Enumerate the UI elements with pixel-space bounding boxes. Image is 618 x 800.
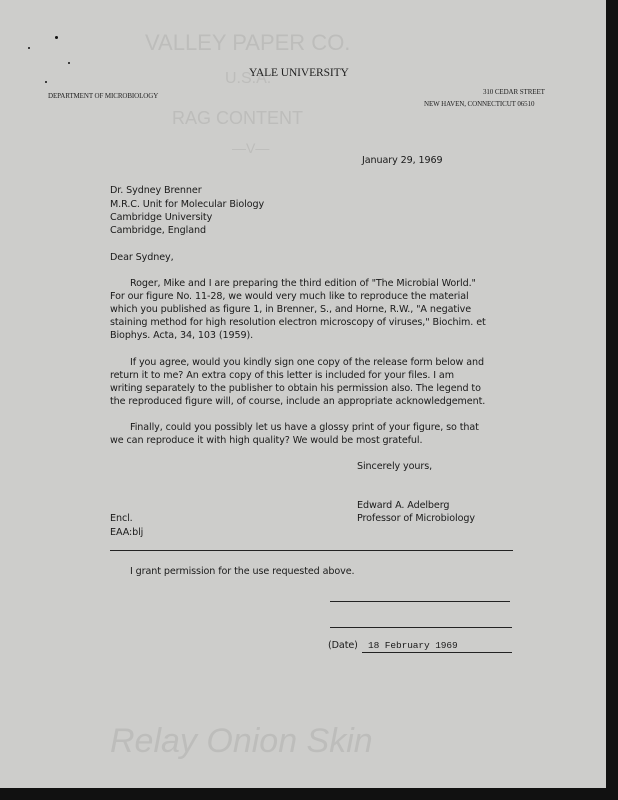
watermark-line3: RAG CONTENT <box>172 108 304 128</box>
punch-mark <box>45 81 47 83</box>
recipient-line: Cambridge University <box>110 212 213 223</box>
watermark-line2: U.S.A. <box>225 70 272 87</box>
date-line <box>362 652 512 653</box>
salutation: Dear Sydney, <box>110 252 174 263</box>
paragraph-line: Roger, Mike and I are preparing the third edition of "The Microbial World." <box>130 278 476 289</box>
punch-mark <box>55 36 58 39</box>
paragraph-line: Finally, could you possibly let us have a glossy print of your figure, so that <box>130 422 479 433</box>
watermark-bottom: Relay Onion Skin <box>110 722 373 760</box>
recipient-line: Cambridge, England <box>110 225 206 236</box>
paragraph-line: For our figure No. 11-28, we would very much like to reproduce the material <box>110 291 469 302</box>
signature-line <box>330 627 512 628</box>
closing: Sincerely yours, <box>357 461 433 472</box>
institution-name: YALE UNIVERSITY <box>249 67 349 79</box>
watermark-line4: —V— <box>232 140 270 156</box>
watermark-line1: VALLEY PAPER CO. <box>145 30 351 55</box>
department-name: DEPARTMENT OF MICROBIOLOGY <box>48 92 159 100</box>
punch-mark <box>68 62 70 64</box>
punch-mark <box>28 47 30 49</box>
signer-name: Edward A. Adelberg <box>357 500 450 511</box>
recipient-line: M.R.C. Unit for Molecular Biology <box>110 199 265 210</box>
paragraph-line: which you published as figure 1, in Brenner, S., and Horne, R.W., "A negative <box>110 304 472 315</box>
separator-line <box>110 550 513 551</box>
signer-title: Professor of Microbiology <box>357 513 475 524</box>
paragraph-line: Biophys. Acta, 34, 103 (1959). <box>110 330 254 341</box>
paragraph-line: writing separately to the publisher to obtain his permission also. The legend to <box>110 383 481 394</box>
enclosure-note: Encl. <box>110 513 133 524</box>
letter-date: January 29, 1969 <box>362 155 443 166</box>
paragraph-line: the reproduced figure will, of course, include an appropriate acknowledgement. <box>110 396 486 407</box>
address-line2: NEW HAVEN, CONNECTICUT 06510 <box>424 100 535 108</box>
recipient-line: Dr. Sydney Brenner <box>110 185 202 196</box>
release-statement: I grant permission for the use requested above. <box>130 566 355 577</box>
paragraph-line: we can reproduce it with high quality? We would be most grateful. <box>110 435 423 446</box>
signature-line <box>330 601 510 602</box>
paragraph-line: return it to me? An extra copy of this letter is included for your files. I am <box>110 370 454 381</box>
date-label: (Date) <box>328 640 358 651</box>
typist-initials: EAA:blj <box>110 527 144 538</box>
address-line1: 310 CEDAR STREET <box>483 88 545 96</box>
release-date: 18 February 1969 <box>368 640 458 651</box>
paragraph-line: staining method for high resolution electron microscopy of viruses," Biochim. et <box>110 317 486 328</box>
paragraph-line: If you agree, would you kindly sign one copy of the release form below and <box>130 357 484 368</box>
